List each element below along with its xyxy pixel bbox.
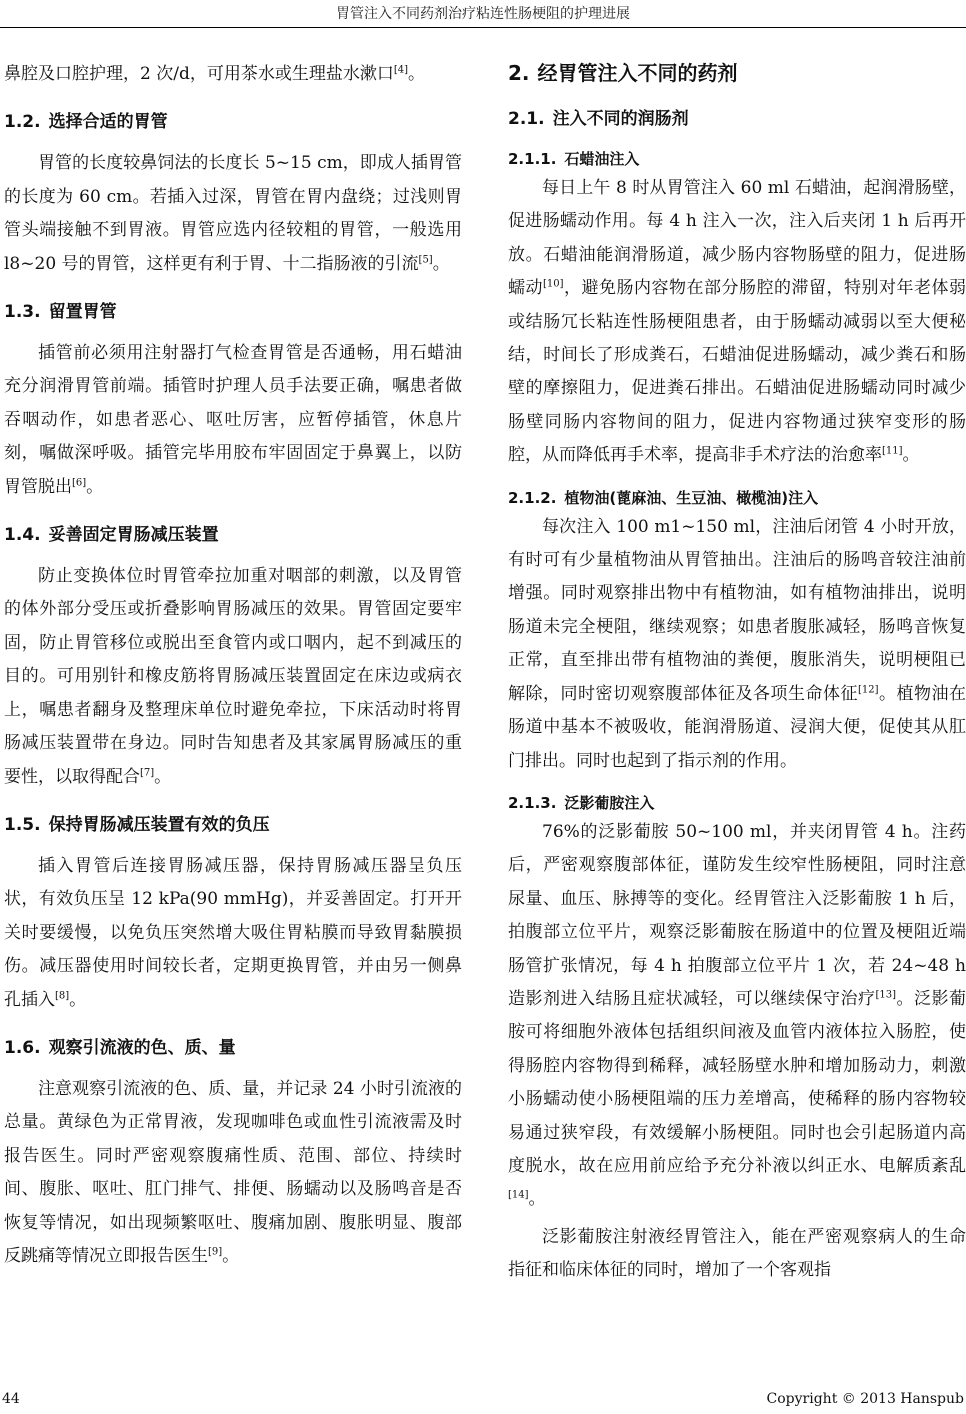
paragraph-2-1-3: 76%的泛影葡胺 50~100 ml，并夹闭胃管 4 h。注药后，严密观察腹部体征，谨防发生绞窄性肠梗阻，同时注意尿量、血压、脉搏等的变化。经胃管注入泛影葡胺 1 h 后，拍腹部立位平片，观察泛影葡胺在肠道中的位置及梗阻近端肠管扩张情况，每 4 h 拍腹部立位平片 1 次，若 24~48 h 造影剂进入结肠且症状减轻，可以继续保守治疗[13]。泛影葡胺可将细胞外液体包括组织间液及血管内液体拉入肠腔，使得肠腔内容物得到稀释，减轻肠壁水肿和增加肠动力，刺激小肠蠕动使小肠梗阻端的压力差增高，使稀释的肠内容物较易通过狭窄段，有效缓解小肠梗阻。同时也会引起肠道内高度脱水，故在应用前应给予充分补液以纠正水、电解质紊乱[14]。 xyxy=(508,821,966,1210)
citation[interactable]: [10] xyxy=(543,278,564,290)
citation[interactable]: [12] xyxy=(857,684,879,696)
left-column xyxy=(4,58,462,1273)
citation[interactable]: [14] xyxy=(508,1189,529,1201)
section-heading-1-2: 1.2. 选择合适的胃管 xyxy=(4,112,168,133)
copyright-notice: Copyright © 2013 Hanspub xyxy=(766,1391,964,1407)
citation[interactable]: [5] xyxy=(418,253,433,265)
paragraph-1-5: 插入胃管后连接胃肠减压器，保持胃肠减压器呈负压状，有效负压呈 12 kPa(90 mmHg)，并妥善固定。打开开关时要缓慢，以免负压突然增大吸住胃粘膜而导致胃黏膜损伤。减压器使用时间较长者，定期更换胃管，并由另一侧鼻孔插入[8]。 xyxy=(4,855,462,1010)
paragraph-2-1-2: 每次注入 100 m1~150 ml，注油后闭管 4 小时开放，有时可有少量植物油从胃管抽出。注油后的肠鸣音较注油前增强。同时观察排出物中有植物油，如有植物油排出，说明肠道未完全梗阻，继续观察；如患者腹胀减轻，肠鸣音恢复正常，直至排出带有植物油的粪便，腹胀消失，说明梗阻已解除，同时密切观察腹部体征及各项生命体征[12]。植物油在肠道中基本不被吸收，能润滑肠道、浸润大便，促使其从肛门排出。同时也起到了指示剂的作用。 xyxy=(508,516,966,771)
section-heading-2: 2. 经胃管注入不同的药剂 xyxy=(508,61,738,85)
section-heading-2-1-1: 2.1.1. 石蜡油注入 xyxy=(508,150,640,168)
section-heading-2-1-2: 2.1.2. 植物油(蓖麻油、生豆油、橄榄油)注入 xyxy=(508,488,819,507)
paragraph-1-6: 注意观察引流液的色、质、量，并记录 24 小时引流液的总量。黄绿色为正常胃液，发现咖啡色或血性引流液需及时报告医生。同时严密观察腹痛性质、范围、部位、持续时间、腹胀、呕吐、肛门排气、排便、肠蠕动以及肠鸣音是否恢复等情况，如出现频繁呕吐、腹痛加剧、腹胀明显、腹部反跳痛等情况立即报告医生[9]。 xyxy=(4,1078,462,1266)
page-number: 44 xyxy=(2,1391,20,1407)
section-heading-2-1-3: 2.1.3. 泛影葡胺注入 xyxy=(508,793,655,812)
section-heading-1-5: 1.5. 保持胃肠减压装置有效的负压 xyxy=(4,814,270,835)
citation[interactable]: [4] xyxy=(393,64,409,76)
citation[interactable]: [7] xyxy=(140,766,155,778)
citation[interactable]: [8] xyxy=(55,989,70,1001)
right-column xyxy=(508,58,966,1288)
paragraph-1-3: 插管前必须用注射器打气检查胃管是否通畅，用石蜡油充分润滑胃管前端。插管时护理人员手法要正确，嘱患者做吞咽动作，如患者恶心、呕吐厉害，应暂停插管，休息片刻，嘱做深呼吸。插管完毕用胶布牢固固定于鼻翼上，以防胃管脱出[6]。 xyxy=(4,343,462,497)
section-heading-2-1: 2.1. 注入不同的润肠剂 xyxy=(508,109,689,129)
section-heading-1-6: 1.6. 观察引流液的色、质、量 xyxy=(4,1037,236,1058)
section-heading-1-3: 1.3. 留置胃管 xyxy=(4,302,117,323)
citation[interactable]: [13] xyxy=(875,989,897,1001)
section-heading-1-4: 1.4. 妥善固定胃肠减压装置 xyxy=(4,525,219,546)
citation[interactable]: [6] xyxy=(72,477,87,488)
running-header: 胃管注入不同药剂治疗粘连性肠梗阻的护理进展 xyxy=(336,6,630,22)
paragraph-2-1-3-continued: 泛影葡胺注射液经胃管注入，能在严密观察病人的生命指征和临床体征的同时，增加了一个客观指 xyxy=(508,1226,966,1281)
paragraph-1-4: 防止变换体位时胃管牵拉加重对咽部的刺激，以及胃管的体外部分受压或折叠影响胃肠减压的效果。胃管固定要牢固，防止胃管移位或脱出至食管内或口咽内，起不到减压的目的。可用别针和橡皮筋将胃肠减压装置固定在床边或病衣上，嘱患者翻身及整理床单位时避免牵拉，下床活动时将胃肠减压装置带在身边。同时告知患者及其家属胃肠减压的重要性，以取得配合[7]。 xyxy=(4,566,462,787)
header-rule xyxy=(0,27,966,28)
citation[interactable]: [11] xyxy=(882,445,903,457)
citation[interactable]: [9] xyxy=(208,1246,223,1258)
paragraph-1-2: 胃管的长度较鼻饲法的长度长 5~15 cm，即成人插胃管的长度为 60 cm。若插入过深，胃管在胃内盘绕；过浅则胃管头端接触不到胃液。胃管应选内径较粗的胃管，一般选用 l8~20 号的胃管，这样更有利于胃、十二指肠液的引流[5]。 xyxy=(4,153,462,274)
paragraph-oral-care: 鼻腔及口腔护理，2 次/d，可用茶水或生理盐水漱口[4]。 xyxy=(4,64,426,84)
paragraph-2-1-1: 每日上午 8 时从胃管注入 60 ml 石蜡油，起润滑肠壁，促进肠蠕动作用。每 4 h 注入一次，注入后夹闭 1 h 后再开放。石蜡油能润滑肠道，减少肠内容物肠壁的阻力，促进肠蠕动[10]，避免肠内容物在部分肠腔的滞留，特别对年老体弱或结肠冗长粘连性肠梗阻患者，由于肠蠕动减弱以至大便秘结，时间长了形成粪石，石蜡油促进肠蠕动，减少粪石和肠壁的摩擦阻力，促进粪石排出。石蜡油促进肠蠕动同时减少肠壁同肠内容物间的阻力，促进内容物通过狭窄变形的肠腔，从而降低再手术率，提高非手术疗法的治愈率[11]。 xyxy=(508,178,966,466)
